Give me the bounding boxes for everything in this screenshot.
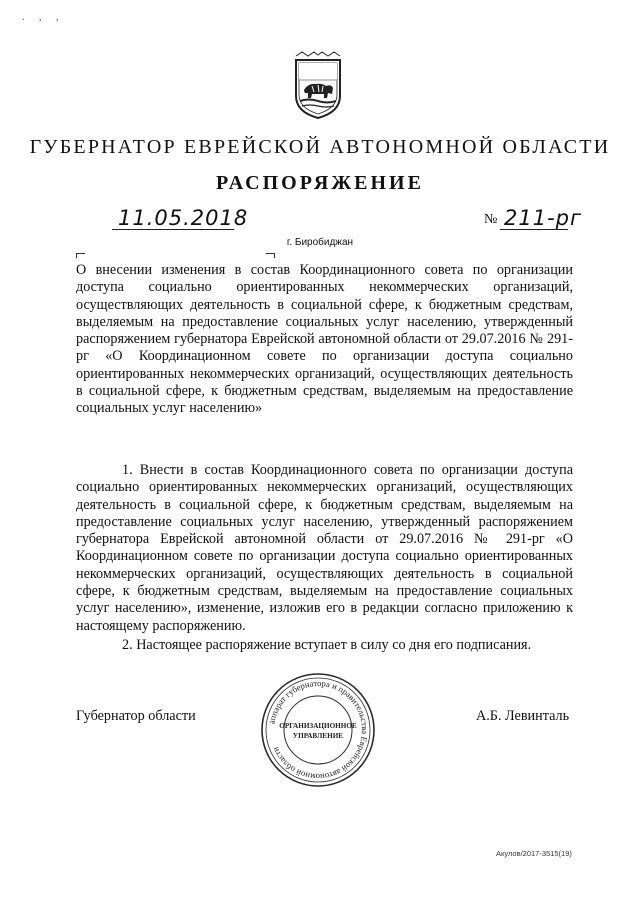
corner-marks: . , ,: [22, 12, 65, 23]
number-underline: [500, 229, 568, 230]
issue-city: г. Биробиджан: [286, 237, 354, 248]
signatory-name: А.Б. Левинталь: [476, 708, 570, 724]
issuing-authority: ГУБЕРНАТОР ЕВРЕЙСКОЙ АВТОНОМНОЙ ОБЛАСТИ: [29, 136, 611, 158]
seal-center-line1: ОРГАНИЗАЦИОННОЕ: [279, 722, 357, 730]
document-number: 211-рг: [504, 206, 583, 230]
round-seal-stamp: [258, 670, 378, 790]
document-title: О внесении изменения в состав Координационного совета по организации доступа социально ориентированных некоммерческих организаций, осуществляющих деятельность в социальной сфере, к бюджетным средствам, выделяемым на предоставление социальных услуг населению, утвержденный распоряжением губернатора Еврейской автономной области от 29.07.2016 № 291-рг «О Координационном совете по организации доступа социально ориентированных некоммерческих организаций, осуществляющих деятельность в социальной сфере, к бюджетным средствам, выделяемым на предоставление социальных услуг населению»: [76, 262, 573, 417]
footer-reference: Акулов/2017-3515(19): [496, 849, 572, 858]
date-underline: [112, 229, 234, 230]
title-bracket-right: [266, 253, 275, 258]
signatory-position: Губернатор области: [76, 708, 196, 724]
seal-ring-text: аппарат губернатора и правительства Еврейской автономной области: [266, 677, 371, 783]
paragraph-2: 2. Настоящее распоряжение вступает в силу со дня его подписания.: [122, 637, 532, 653]
document-type: РАСПОРЯЖЕНИЕ: [216, 172, 424, 194]
seal-center-line2: УПРАВЛЕНИЕ: [292, 732, 344, 740]
title-bracket-left: [76, 253, 85, 258]
paragraph-1: 1. Внести в состав Координационного совета по организации доступа социально ориентированных некоммерческих организаций, осуществляющих деятельность в социальной сфере, к бюджетным средствам, выделяемым на предоставление социальных услуг населению, утвержденный распоряжением губернатора Еврейской автономной области от 29.07.2016 № 291-рг «О Координационном совете по организации доступа социально ориентированных некоммерческих организаций, осуществляющих деятельность в социальной сфере, к бюджетным средствам, выделяемым на предоставление социальных услуг населению», изменение, изложив его в редакции согласно приложению к настоящему распоряжению.: [76, 462, 573, 634]
coat-of-arms-icon: [292, 50, 344, 120]
document-date: 11.05.2018: [118, 206, 249, 230]
number-sign: №: [484, 212, 498, 227]
